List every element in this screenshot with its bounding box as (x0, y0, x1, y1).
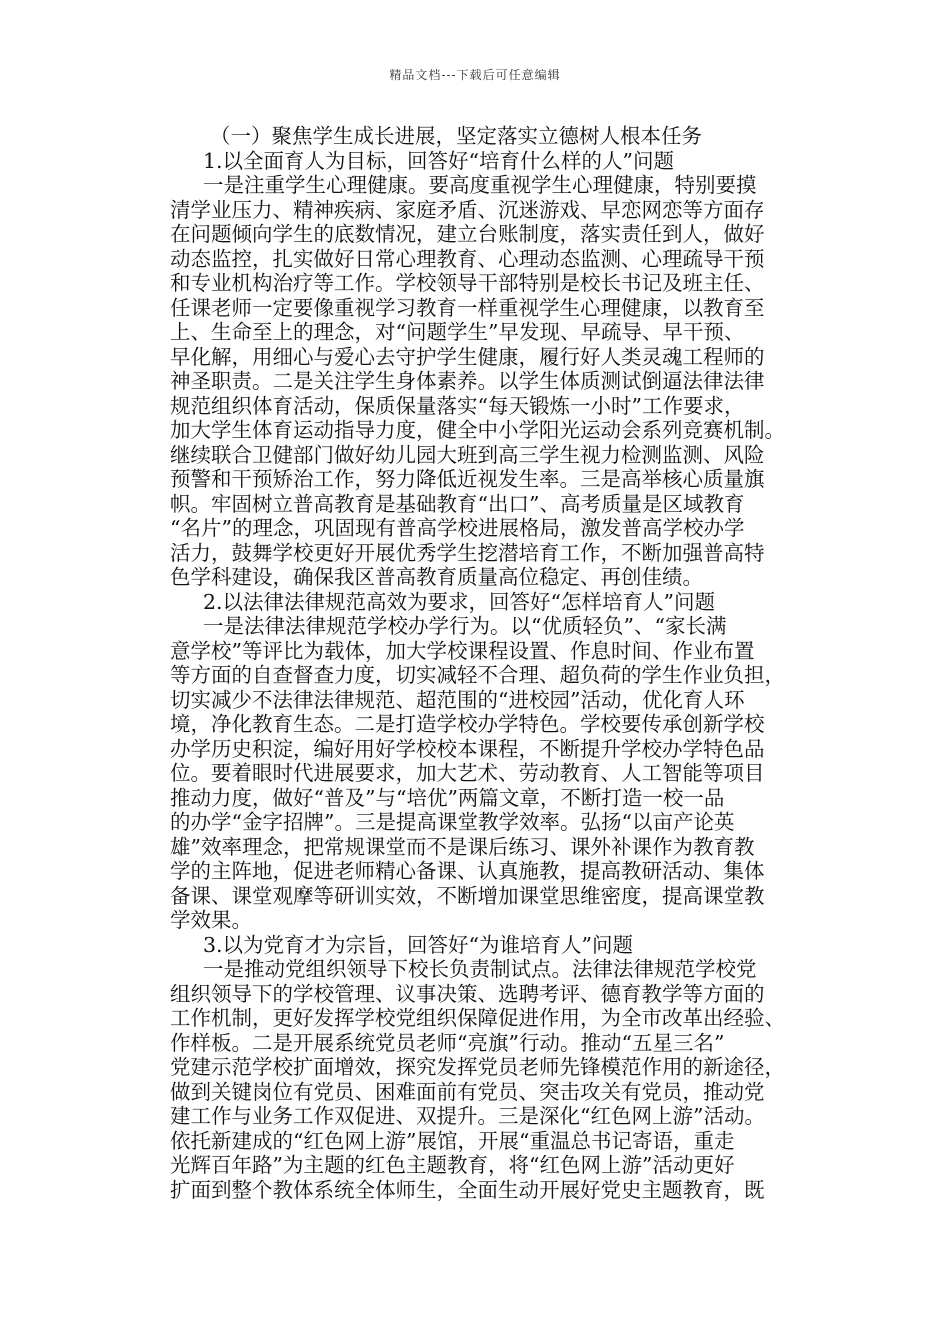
text-line: 建工作与业务工作双促进、双提升。三是深化“红色网上游”活动。 (170, 1104, 765, 1128)
section-heading: （一）聚焦学生成长进展，坚定落实立德树人根本任务 (210, 124, 702, 148)
text-line: 境，净化教育生态。二是打造学校办学特色。学校要传承创新学校 (170, 712, 765, 736)
text-line: 和专业机构治疗等工作。学校领导干部特别是校长书记及班主任、 (170, 271, 765, 295)
paragraph-first-line: 一是法律法律规范学校办学行为。以“优质轻负”、“家长满 (203, 614, 727, 638)
paragraph-first-line: 一是注重学生心理健康。要高度重视学生心理健康，特别要摸 (203, 173, 757, 197)
page-header: 精品文档---下载后可任意编辑 (389, 68, 561, 82)
text-line: 备课、课堂观摩等研训实效，不断增加课堂思维密度，提高课堂教 (170, 883, 765, 908)
text-line: 位。要着眼时代进展要求，加大艺术、劳动教育、人工智能等项目 (170, 761, 765, 785)
text-line: 活力，鼓舞学校更好开展优秀学生挖潜培育工作，不断加强普高特 (170, 540, 765, 565)
text-line: 任课老师一定要像重视学习教育一样重视学生心理健康，以教育至 (170, 295, 765, 320)
text-line: 推动力度，做好“普及”与“培优”两篇文章，不断打造一校一品 (170, 785, 725, 810)
text-line: 办学历史积淀，编好用好学校校本课程，不断提升学校办学特色品 (170, 736, 765, 761)
document-body (170, 124, 830, 1202)
text-line: 扩面到整个教体系统全体师生，全面生动开展好党史主题教育，既 (170, 1177, 765, 1202)
text-line: “名片”的理念，巩固现有普高学校进展格局，激发普高学校办学 (170, 516, 745, 540)
text-line: 依托新建成的“红色网上游”展馆，开展“重温总书记寄语，重走 (170, 1128, 735, 1153)
text-line: 在问题倾向学生的底数情况，建立台账制度，落实责任到人，做好 (170, 222, 765, 246)
paragraph-first-line: 一是推动党组织领导下校长负责制试点。法律法律规范学校党 (203, 957, 757, 981)
text-line: 意学校”等评比为载体，加大学校课程设置、作息时间、作业布置 (170, 638, 755, 663)
text-line: 预警和干预矫治工作，努力降低近视发生率。三是高举核心质量旗 (170, 467, 765, 491)
text-line: 组织领导下的学校管理、议事决策、选聘考评、德育教学等方面的 (170, 981, 765, 1006)
text-line: 早化解，用细心与爱心去守护学生健康，履行好人类灵魂工程师的 (170, 344, 765, 369)
text-line: 学效果。 (170, 908, 252, 932)
section-heading: 1.以全面育人为目标，回答好“培育什么样的人”问题 (203, 148, 675, 173)
text-line: 的办学“金字招牌”。三是提高课堂教学效率。弘扬“以亩产论英 (170, 810, 735, 834)
text-line: 光辉百年路”为主题的红色主题教育，将“红色网上游”活动更好 (170, 1153, 735, 1177)
text-line: 继续联合卫健部门做好幼儿园大班到高三学生视力检测监测、风险 (170, 442, 765, 467)
text-line: 党建示范学校扩面增效，探究发挥党员老师先锋模范作用的新途径， (170, 1055, 785, 1079)
text-line: 做到关键岗位有党员、困难面前有党员、突击攻关有党员，推动党 (170, 1079, 765, 1104)
text-line: 上、生命至上的理念，对“问题学生”早发现、早疏导、早干预、 (170, 320, 745, 344)
text-line: 动态监控，扎实做好日常心理教育、心理动态监测、心理疏导干预 (170, 246, 765, 271)
text-line: 神圣职责。二是关注学生身体素养。以学生体质测试倒逼法律法律 (170, 369, 765, 393)
text-line: 等方面的自查督查力度，切实减轻不合理、超负荷的学生作业负担， (170, 663, 785, 687)
text-line: 学的主阵地，促进老师精心备课、认真施教，提高教研活动、集体 (170, 859, 765, 883)
text-line: 切实减少不法律法律规范、超范围的“进校园”活动，优化育人环 (170, 687, 745, 712)
text-line: 帜。牢固树立普高教育是基础教育“出口”、高考质量是区域教育 (170, 491, 745, 516)
section-heading: 2.以法律法律规范高效为要求，回答好“怎样培育人”问题 (203, 589, 716, 614)
text-line: 雄”效率理念，把常规课堂而不是课后练习、课外补课作为教育教 (170, 834, 755, 859)
text-line: 清学业压力、精神疾病、家庭矛盾、沉迷游戏、早恋网恋等方面存 (170, 197, 765, 222)
section-heading: 3.以为党育才为宗旨，回答好“为谁培育人”问题 (203, 932, 634, 957)
text-line: 作样板。二是开展系统党员老师“亮旗”行动。推动“五星三名” (170, 1030, 725, 1055)
text-line: 色学科建设，确保我区普高教育质量高位稳定、再创佳绩。 (170, 565, 703, 589)
text-line: 加大学生体育运动指导力度，健全中小学阳光运动会系列竞赛机制。 (170, 418, 785, 442)
text-line: 工作机制，更好发挥学校党组织保障促进作用，为全市改革出经验、 (170, 1006, 785, 1030)
text-line: 规范组织体育活动，保质保量落实“每天锻炼一小时”工作要求， (170, 393, 745, 418)
